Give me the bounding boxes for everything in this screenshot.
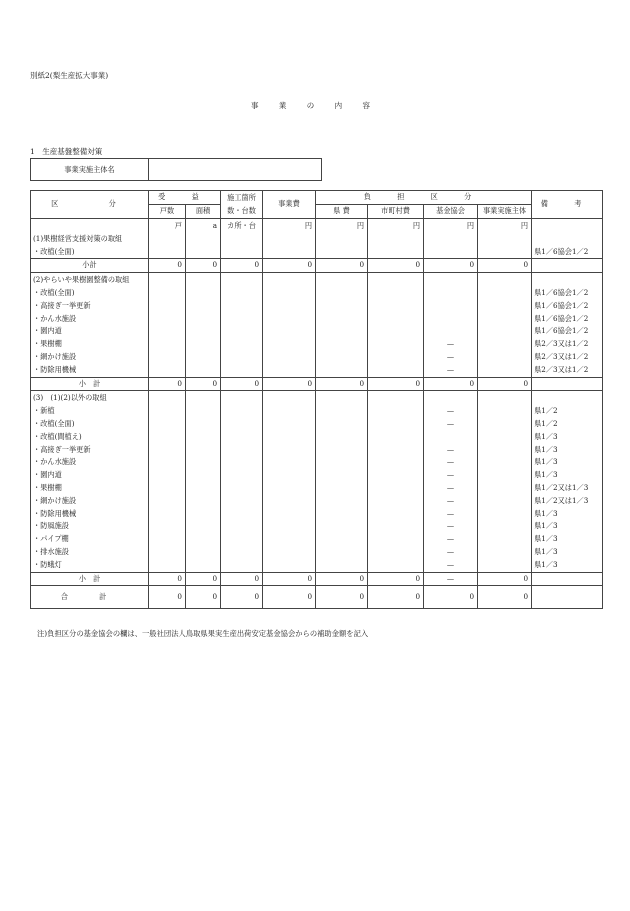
list-item: ・網かけ施設 — [33, 351, 77, 361]
unit-implementer: 円 — [478, 219, 532, 259]
subtotal-municipal: 0 — [368, 377, 424, 391]
subtotal-municipal: 0 — [368, 259, 424, 273]
header-category: 区 分 — [31, 191, 149, 219]
subtotal-households: 0 — [149, 572, 186, 586]
block3-items — [31, 391, 149, 572]
subtotal-project-cost: 0 — [263, 572, 316, 586]
footnote: 注)負担区分の基金協会の欄は、一般社団法人鳥取県果実生産出荷安定基金協会からの補助金額を記入 — [37, 629, 369, 638]
list-item: ・排水施設 — [33, 546, 69, 556]
subtotal-prefecture: 0 — [316, 377, 368, 391]
unit-facility: カ所・台 — [221, 219, 263, 259]
list-item: (2)やらいや果樹園整備の取組 — [33, 275, 130, 285]
entity-table — [30, 158, 322, 181]
block2-subtotal-row — [31, 377, 603, 391]
list-item: ・防蛾灯 — [33, 559, 62, 569]
total-prefecture: 0 — [316, 586, 368, 609]
annex-label: 別紙2(梨生産拡大事業) — [30, 71, 109, 80]
list-item: ・かん水施設 — [33, 457, 77, 467]
subtotal-implementer: 0 — [478, 572, 532, 586]
block3-remarks: 県1／2 県1／2 県1／3 県1／3 県1／3 県1／3 県1／2又は1／3 県1／2又は1／3 県1／3 県1／3 県1／3 県1／3 県1／3 — [532, 391, 603, 572]
list-item: ・網かけ施設 — [33, 495, 77, 505]
header-prefecture: 県 費 — [316, 205, 368, 219]
subtotal-facility: 0 — [221, 572, 263, 586]
subtotal-prefecture: 0 — [316, 259, 368, 273]
header-municipal: 市町村費 — [368, 205, 424, 219]
subtotal-label: 小 計 — [31, 572, 149, 586]
subtotal-households: 0 — [149, 377, 186, 391]
header-implementer: 事業実施主体 — [478, 205, 532, 219]
total-label: 合 計 — [31, 586, 149, 609]
total-fund-association: 0 — [424, 586, 478, 609]
header-burden: 負 担 区 分 — [316, 191, 532, 205]
subtotal-prefecture: 0 — [316, 572, 368, 586]
block1-subtotal-row — [31, 259, 603, 273]
total-project-cost: 0 — [263, 586, 316, 609]
subtotal-municipal: 0 — [368, 572, 424, 586]
header-beneficiary: 受 益 — [149, 191, 221, 205]
subtotal-remarks — [532, 377, 603, 391]
project-table — [30, 190, 603, 609]
block1-remarks: 県1／6協会1／2 — [532, 219, 603, 259]
total-households: 0 — [149, 586, 186, 609]
page-title: 事 業 の 内 容 — [250, 101, 380, 110]
subtotal-area: 0 — [186, 259, 221, 273]
subtotal-label: 小 計 — [31, 377, 149, 391]
header-project-cost: 事業費 — [263, 191, 316, 219]
list-item: ・パイプ棚 — [33, 534, 69, 544]
total-area: 0 — [186, 586, 221, 609]
subtotal-fund-association: 0 — [424, 259, 478, 273]
unit-fund-association: 円 — [424, 219, 478, 259]
unit-municipal: 円 — [368, 219, 424, 259]
subtotal-households: 0 — [149, 259, 186, 273]
unit-project-cost: 円 — [263, 219, 316, 259]
block2-fund-dashes: — — — — [424, 273, 478, 377]
block1-items — [31, 219, 149, 259]
unit-prefecture: 円 — [316, 219, 368, 259]
subtotal-label: 小計 — [31, 259, 149, 273]
total-municipal: 0 — [368, 586, 424, 609]
list-item: ・改植(全面) — [33, 287, 75, 297]
block3-row — [31, 391, 603, 572]
subtotal-fund-association: — — [424, 572, 478, 586]
subtotal-facility: 0 — [221, 259, 263, 273]
list-item: ・園内道 — [33, 470, 62, 480]
list-item: ・防風施設 — [33, 521, 69, 531]
subtotal-implementer: 0 — [478, 259, 532, 273]
list-item: (1)果樹経営支援対策の取組 — [33, 233, 123, 243]
subtotal-remarks — [532, 259, 603, 273]
subtotal-area: 0 — [186, 572, 221, 586]
header-households: 戸数 — [149, 205, 186, 219]
list-item: ・改植(間植え) — [33, 431, 82, 441]
list-item: ・改植(全面) — [33, 418, 75, 428]
header-facility: 施工箇所 数・台数 — [221, 191, 263, 219]
header-area: 面積 — [186, 205, 221, 219]
list-item: ・防除用機械 — [33, 508, 77, 518]
total-facility: 0 — [221, 586, 263, 609]
subtotal-project-cost: 0 — [263, 259, 316, 273]
header-row-1 — [31, 191, 603, 205]
list-item: ・高接ぎ一挙更新 — [33, 300, 91, 310]
unit-area: a — [186, 219, 221, 259]
list-item: ・果樹棚 — [33, 339, 62, 349]
block2-row — [31, 273, 603, 377]
block3-fund-dashes: — — — — — — — — — — — — — [424, 391, 478, 572]
list-item: ・かん水施設 — [33, 313, 77, 323]
entity-label: 事業実施主体名 — [31, 159, 149, 181]
total-row — [31, 586, 603, 609]
unit-households: 戸 — [149, 219, 186, 259]
block2-items — [31, 273, 149, 377]
block2-remarks: 県1／6協会1／2 県1／6協会1／2 県1／6協会1／2 県1／6協会1／2 県2／3又は1／2 県2／3又は1／2 県2／3又は1／2 — [532, 273, 603, 377]
total-remarks — [532, 586, 603, 609]
subtotal-area: 0 — [186, 377, 221, 391]
list-item: ・改植(全面) — [33, 246, 75, 256]
block3-subtotal-row — [31, 572, 603, 586]
subtotal-project-cost: 0 — [263, 377, 316, 391]
list-item: ・園内道 — [33, 326, 62, 336]
list-item: ・新植 — [33, 406, 55, 416]
list-item: (3) (1)(2)以外の取組 — [33, 393, 107, 403]
subtotal-fund-association: 0 — [424, 377, 478, 391]
list-item: ・果樹棚 — [33, 482, 62, 492]
subtotal-implementer: 0 — [478, 377, 532, 391]
section-title: 1 生産基盤整備対策 — [30, 147, 103, 156]
subtotal-remarks — [532, 572, 603, 586]
list-item: ・高接ぎ一挙更新 — [33, 444, 91, 454]
block1-row — [31, 219, 603, 259]
subtotal-facility: 0 — [221, 377, 263, 391]
entity-name-field[interactable] — [149, 159, 322, 181]
header-remarks: 備 考 — [532, 191, 603, 219]
list-item: ・防除用機械 — [33, 364, 77, 374]
total-implementer: 0 — [478, 586, 532, 609]
header-fund-association: 基金協会 — [424, 205, 478, 219]
